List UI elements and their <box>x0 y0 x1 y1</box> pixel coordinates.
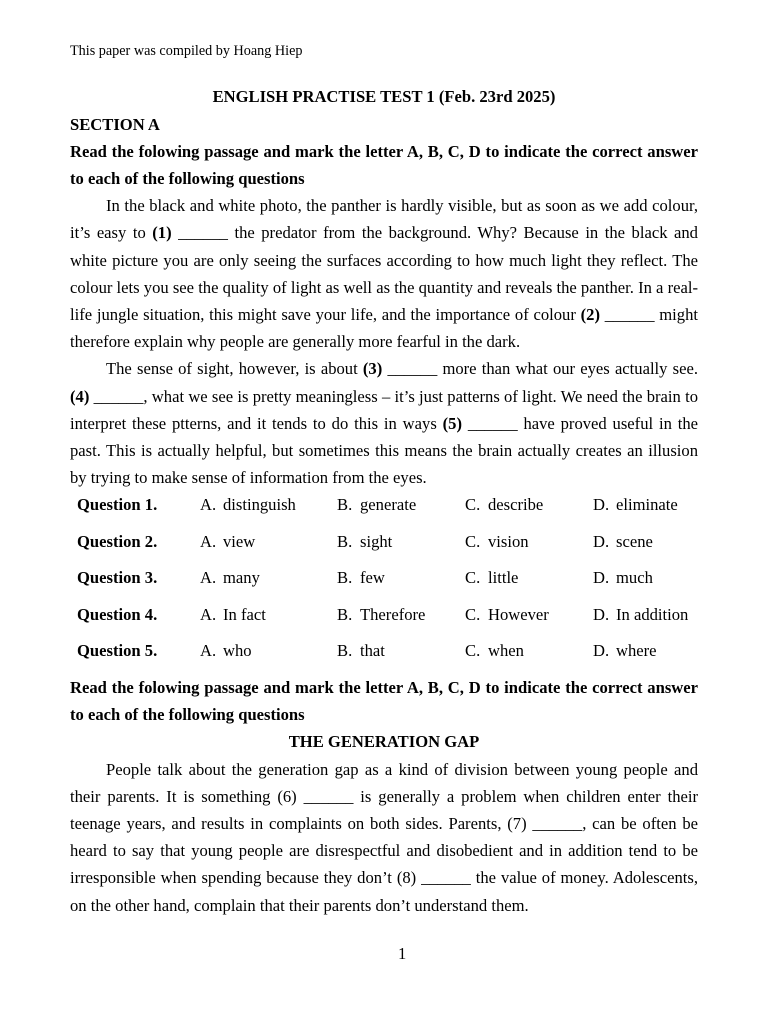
option-letter: A. <box>200 568 217 588</box>
question-row <box>70 528 698 565</box>
option-text: little <box>488 568 519 588</box>
option-text: where <box>616 641 657 661</box>
passage-text: ______ more than what our eyes actually see. <box>382 359 698 379</box>
question-list <box>70 491 698 674</box>
option-letter: D. <box>593 495 610 515</box>
page-header: This paper was compiled by Hoang Hiep <box>70 43 303 59</box>
question-label: Question 4. <box>77 604 158 624</box>
question-label: Question 2. <box>77 531 158 551</box>
answer-option <box>593 637 657 664</box>
answer-option <box>200 564 260 591</box>
option-letter: B. <box>337 641 353 661</box>
answer-option <box>337 601 425 628</box>
option-letter: B. <box>337 568 353 588</box>
question-label: Question 3. <box>77 568 158 588</box>
option-text: many <box>223 568 260 588</box>
option-letter: B. <box>337 495 353 515</box>
passage-paragraph <box>70 355 698 491</box>
option-letter: D. <box>593 604 610 624</box>
option-text: However <box>488 604 549 624</box>
passage-text: ______ have proved useful in the past. This is actually helpful, but sometimes this means the brain actually creates an illusion by trying to make sense of information from the eyes. <box>70 413 698 488</box>
blank-number: (1) <box>152 223 172 243</box>
test-title: ENGLISH PRACTISE TEST 1 (Feb. 23rd 2025) <box>212 87 556 107</box>
question-row <box>70 637 698 674</box>
option-text: generate <box>360 495 417 515</box>
option-letter: C. <box>465 531 481 551</box>
option-text: In fact <box>223 604 266 624</box>
question-label: Question 5. <box>77 641 158 661</box>
option-letter: D. <box>593 531 610 551</box>
answer-option <box>200 528 255 555</box>
option-letter: C. <box>465 604 481 624</box>
option-text: In addition <box>616 604 689 624</box>
option-text: Therefore <box>360 604 426 624</box>
passage-paragraph <box>70 192 698 355</box>
content-body <box>70 83 698 918</box>
answer-option <box>593 528 653 555</box>
passage-paragraph <box>70 756 698 919</box>
passage-text: ______ the predator from the background. Why? Because in the black and white picture you are only seeing the surfaces according to how much light they reflect. The colour lets you see the quality of light as well as the quantity and reveals the panther. In a real-life jungle situation, this might save your life, and the importance of colour <box>70 223 698 325</box>
option-letter: B. <box>337 604 353 624</box>
question-row <box>70 601 698 638</box>
option-text: few <box>360 568 385 588</box>
option-text: when <box>488 641 524 661</box>
answer-option <box>465 601 549 628</box>
passage-text: ______, what we see is pretty meaningless – it’s just patterns of light. We need the brain to interpret these ptterns, and it tends to do this in ways <box>70 386 698 433</box>
option-letter: A. <box>200 641 217 661</box>
answer-option <box>465 564 518 591</box>
option-text: describe <box>488 495 544 515</box>
blank-number: (2) <box>580 305 600 325</box>
option-text: much <box>616 568 653 588</box>
option-letter: A. <box>200 531 217 551</box>
option-text: scene <box>616 531 653 551</box>
answer-option <box>465 528 529 555</box>
blank-number: (3) <box>362 359 383 379</box>
question-row <box>70 564 698 601</box>
page-number: 1 <box>398 944 407 963</box>
option-text: who <box>223 641 252 661</box>
answer-option <box>337 564 385 591</box>
blank-number: (4) <box>70 386 90 406</box>
option-text: sight <box>360 531 393 551</box>
part2-instruction: Read the folowing passage and mark the letter A, B, C, D to indicate the correct answer to each of the following questions <box>70 677 698 725</box>
option-letter: D. <box>593 568 610 588</box>
answer-option <box>337 637 385 664</box>
passage-text: People talk about the generation gap as a kind of division between young people and their parents. It is something (6) ______ is generally a problem when children enter their teenage years, and results in complaints on both sides. Parents, (7) ______, can be often be heard to say that young people are disrespectful and disobedient and in addition tend to be irresponsible when spending because they don’t (8) ______ the value of money. Adolescents, on the other hand, complain that their parents don’t understand them. <box>70 759 698 915</box>
option-text: eliminate <box>616 495 678 515</box>
option-text: vision <box>488 531 529 551</box>
answer-option <box>593 564 653 591</box>
answer-option <box>200 491 296 518</box>
question-label: Question 1. <box>77 495 158 515</box>
answer-option <box>200 637 252 664</box>
blank-number: (5) <box>442 413 462 433</box>
option-letter: C. <box>465 568 481 588</box>
option-letter: C. <box>465 495 481 515</box>
passage-text: ______ might therefore explain why people are generally more fearful in the dark. <box>70 305 698 352</box>
option-letter: D. <box>593 641 610 661</box>
answer-option <box>465 491 543 518</box>
question-row <box>70 491 698 528</box>
option-text: view <box>223 531 256 551</box>
passage-text: In the black and white photo, the panther is hardly visible, but as soon as we add colour, it’s easy to <box>70 196 698 243</box>
option-letter: B. <box>337 531 353 551</box>
option-text: that <box>360 641 385 661</box>
passage-text: The sense of sight, however, is about <box>106 359 363 379</box>
section-heading: SECTION A <box>70 114 160 134</box>
option-letter: C. <box>465 641 481 661</box>
answer-option <box>337 491 416 518</box>
answer-option <box>593 601 688 628</box>
option-letter: A. <box>200 604 217 624</box>
part1-instruction: Read the folowing passage and mark the letter A, B, C, D to indicate the correct answer to each of the following questions <box>70 141 698 188</box>
passage-title: THE GENERATION GAP <box>288 732 480 752</box>
answer-option <box>465 637 524 664</box>
option-text: distinguish <box>223 495 296 515</box>
answer-option <box>337 528 392 555</box>
option-letter: A. <box>200 495 217 515</box>
answer-option <box>593 491 678 518</box>
answer-option <box>200 601 266 628</box>
